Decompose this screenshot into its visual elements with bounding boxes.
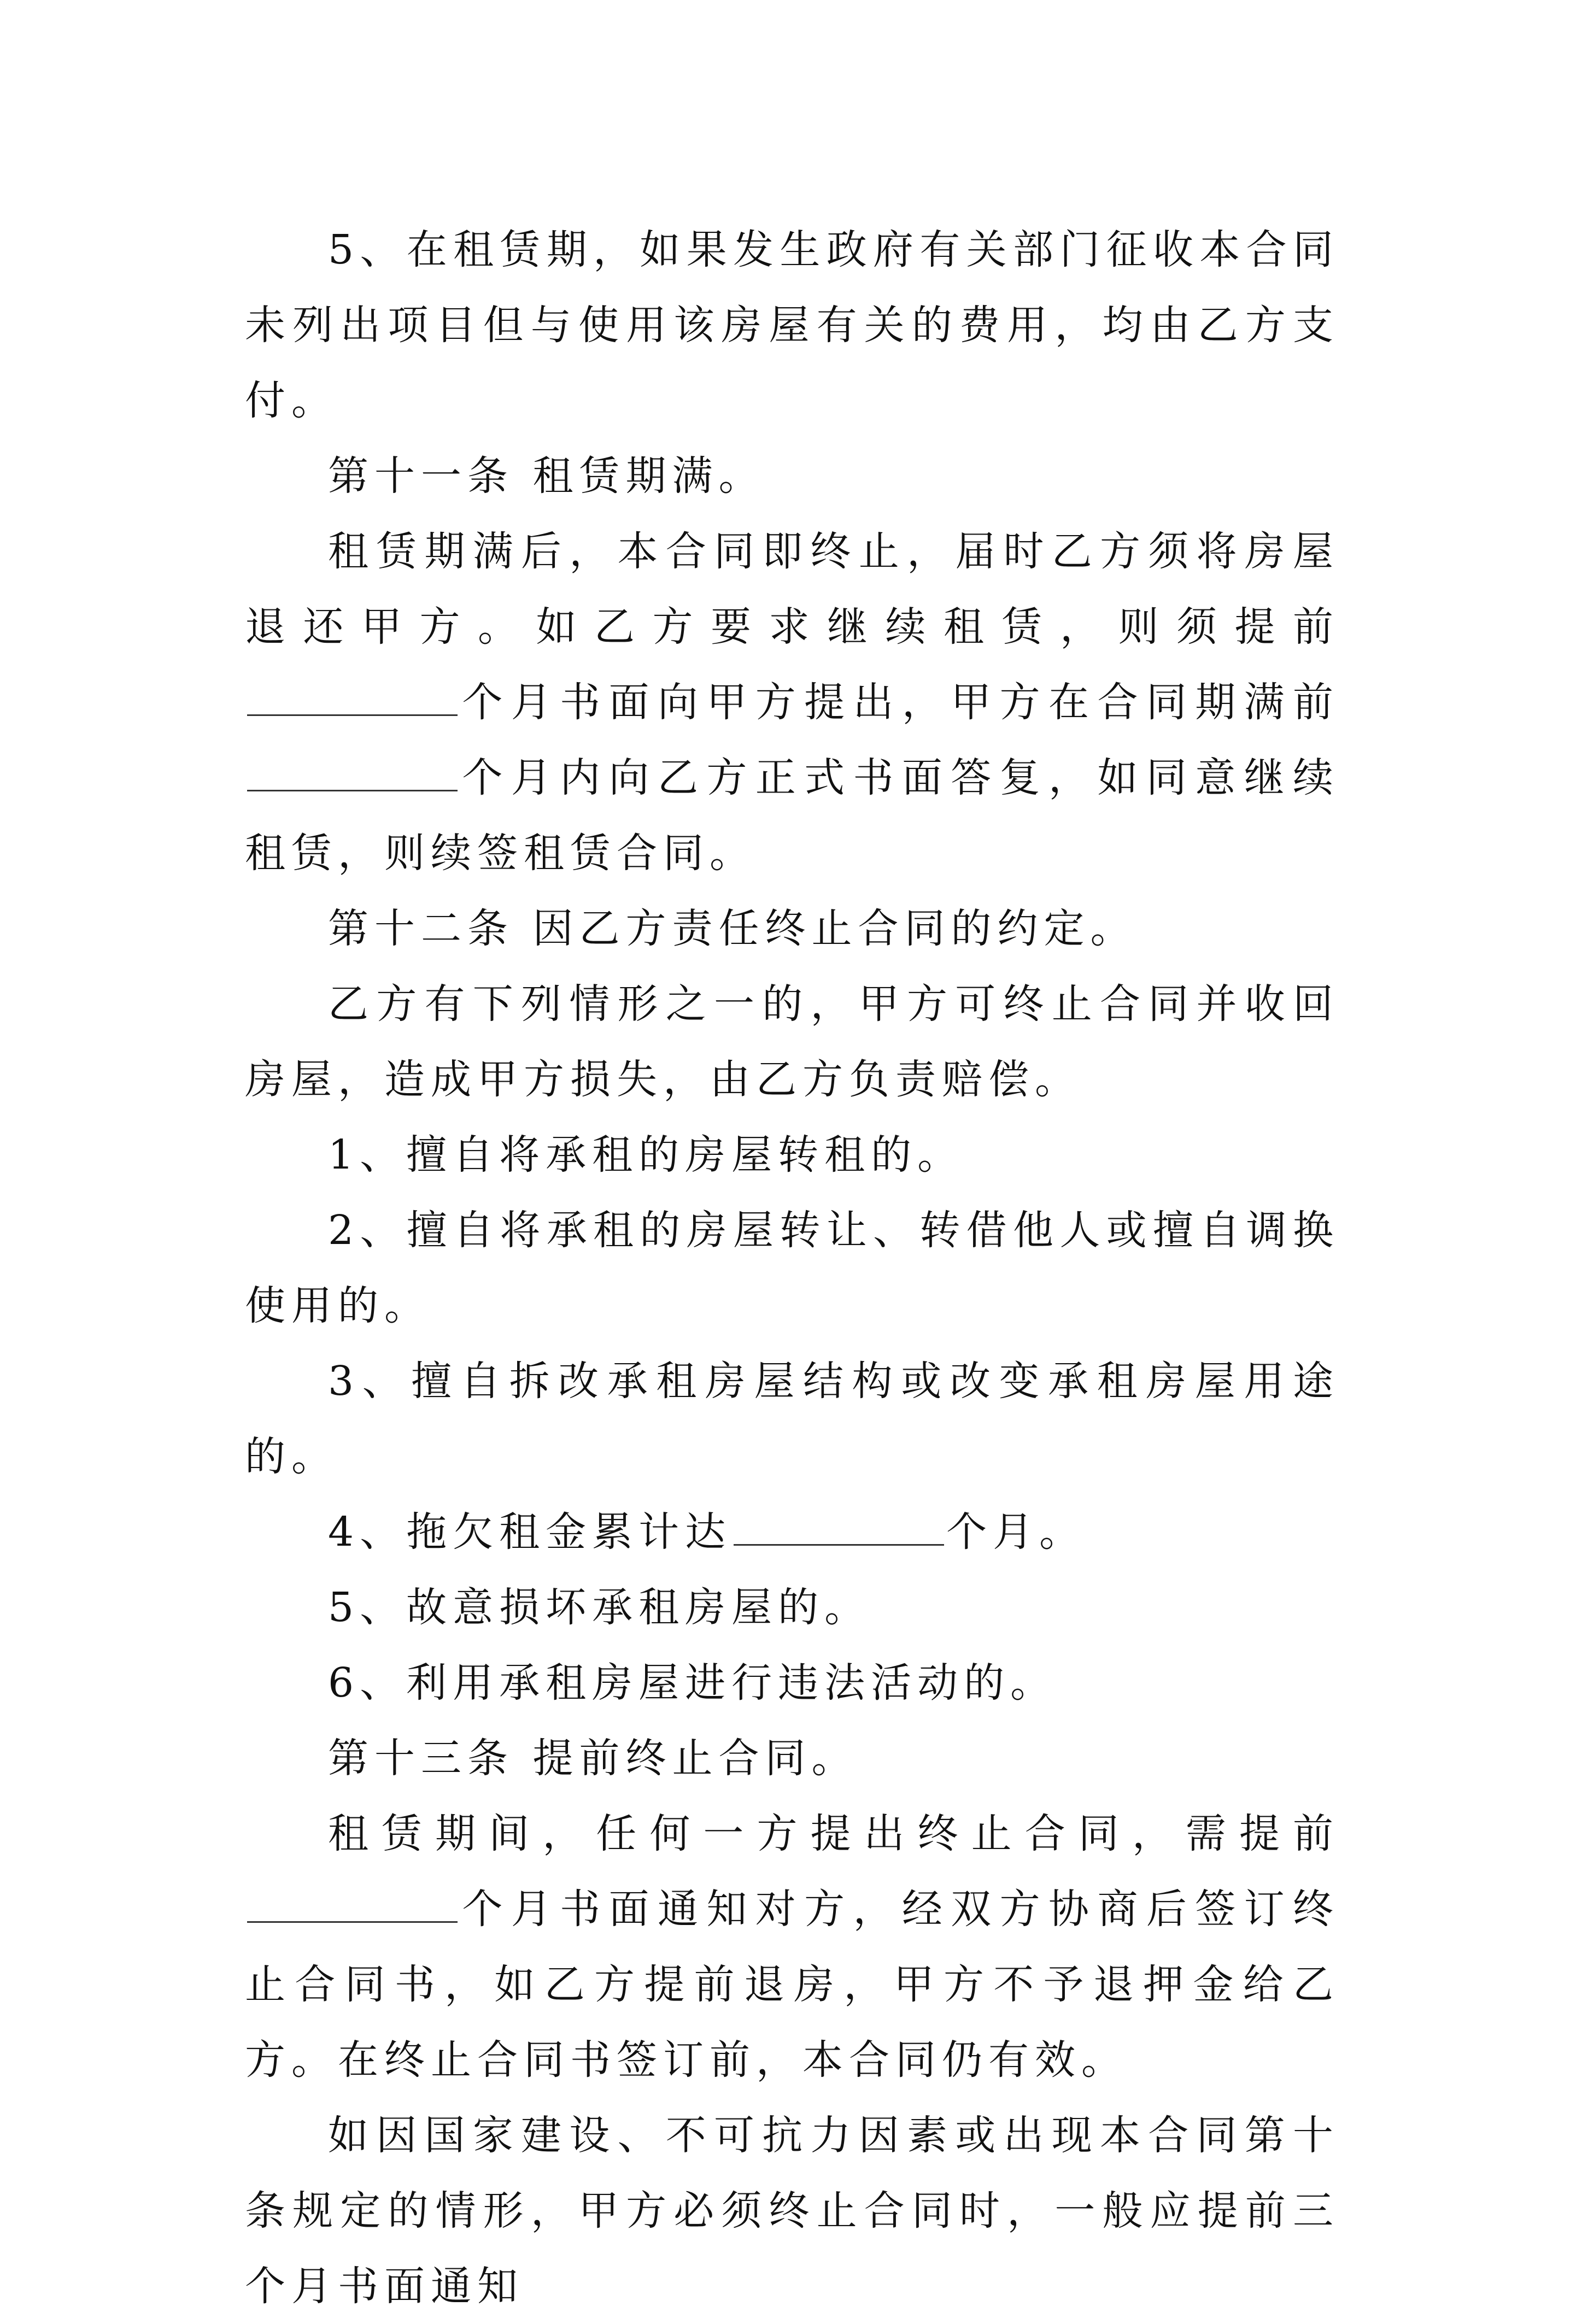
para-text: 个月内向乙方正式书面答复，如同意继续租赁，则续签租赁合同。 [245, 754, 1339, 877]
article-12-item-5 [245, 1570, 1339, 1645]
para-text: 5、在租赁期，如果发生政府有关部门征收本合同未列出项目但与使用该房屋有关的费用，均由乙方支付。 [245, 226, 1339, 424]
article-11-heading [245, 438, 1339, 514]
para-text: 1、擅自将承租的房屋转租的。 [328, 1131, 964, 1178]
article-12-item-1 [245, 1117, 1339, 1193]
article-12-heading [245, 891, 1339, 966]
para-text: 租赁期间，任何一方提出终止合同，需提前 [328, 1810, 1339, 1857]
article-12-item-2 [245, 1193, 1339, 1343]
blank-field[interactable] [247, 1890, 458, 1923]
article-13-body [245, 1796, 1339, 2098]
article-12-item-6 [245, 1645, 1339, 1721]
document-page [245, 212, 1339, 2324]
para-text: 3、擅自拆改承租房屋结构或改变承租房屋用途的。 [245, 1358, 1339, 1480]
para-text: 第十一条 租赁期满。 [328, 453, 765, 500]
para-text: 4、拖欠租金累计达 [328, 1509, 732, 1556]
para-text: 个月书面通知对方，经双方协商后签订终止合同书，如乙方提前退房，甲方不予退押金给乙方。在终止合同书签订前，本合同仍有效。 [245, 1886, 1339, 2084]
para-text: 个月。 [946, 1509, 1086, 1556]
blank-field[interactable] [734, 1513, 944, 1546]
article-12-item-4 [245, 1494, 1339, 1570]
blank-field[interactable] [247, 759, 458, 791]
para-text: 2、擅自将承租的房屋转让、转借他人或擅自调换使用的。 [245, 1207, 1339, 1329]
article-11-body [245, 514, 1339, 891]
para-text: 租赁期满后，本合同即终止，届时乙方须将房屋退还甲方。如乙方要求继续租赁，则须提前 [245, 528, 1339, 650]
article-13-heading [245, 1721, 1339, 1796]
article-12-intro [245, 966, 1339, 1117]
para-text: 6、利用承租房屋进行违法活动的。 [328, 1659, 1057, 1706]
article-13-force-majeure [245, 2098, 1339, 2324]
para-text: 第十二条 因乙方责任终止合同的约定。 [328, 905, 1137, 952]
para-text: 乙方有下列情形之一的，甲方可终止合同并收回房屋，造成甲方损失，由乙方负责赔偿。 [245, 981, 1339, 1103]
clause-10-item-5 [245, 212, 1339, 438]
para-text: 第十三条 提前终止合同。 [328, 1735, 858, 1782]
article-12-item-3 [245, 1343, 1339, 1494]
para-text: 个月书面向甲方提出，甲方在合同期满前 [460, 679, 1339, 726]
para-text: 如因国家建设、不可抗力因素或出现本合同第十条规定的情形，甲方必须终止合同时，一般应提前三个月书面通知 [245, 2112, 1339, 2310]
para-text: 5、故意损坏承租房屋的。 [328, 1584, 871, 1631]
blank-field[interactable] [247, 683, 458, 716]
